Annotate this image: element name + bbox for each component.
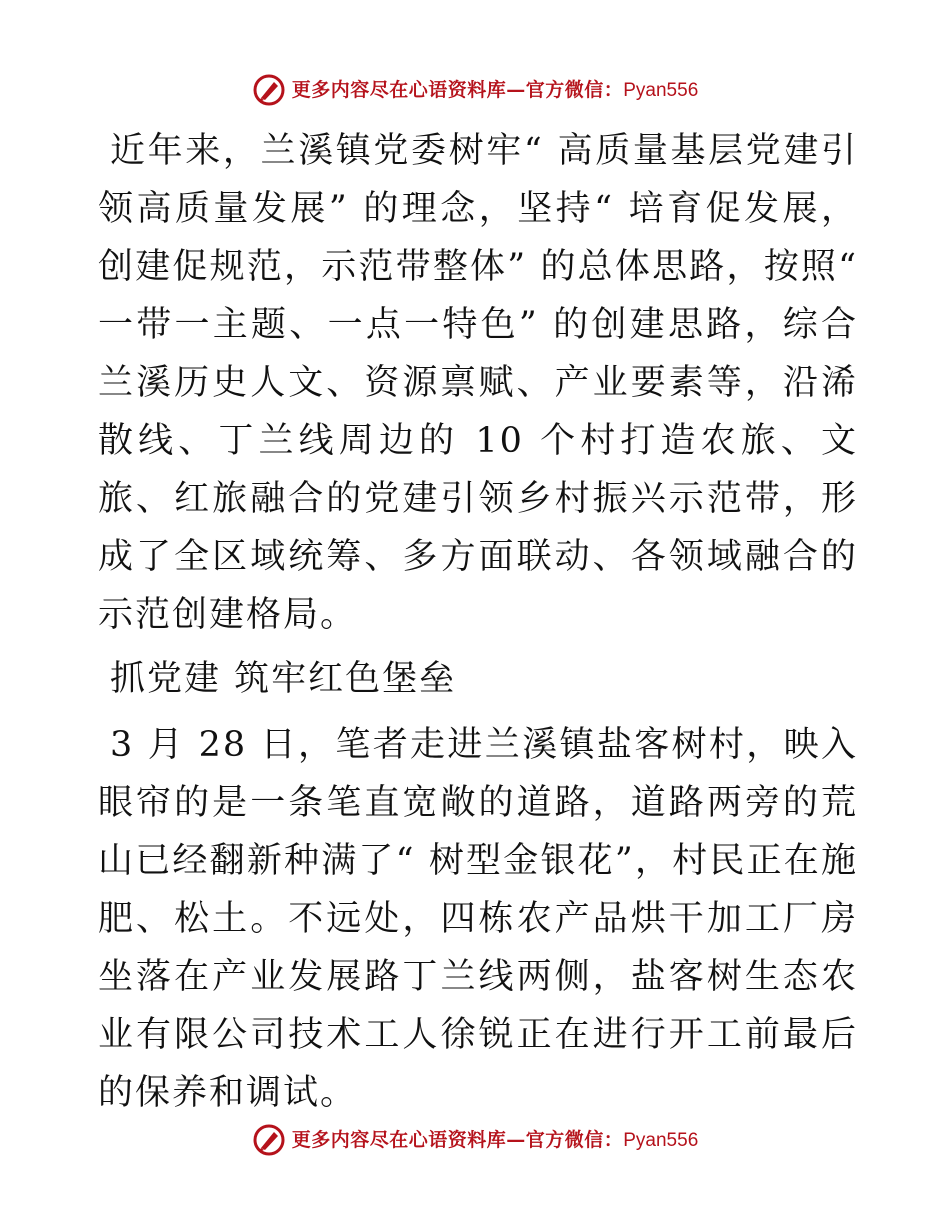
watermark-text (292, 70, 699, 111)
watermark-header (0, 70, 950, 110)
section-heading: 抓党建 筑牢红色堡垒 (110, 659, 457, 699)
watermark-text (292, 1120, 699, 1161)
watermark-footer (0, 1120, 950, 1160)
article-paragraph: 3 月 28 日，笔者走进兰溪镇盐客树村，映入眼帘的是一条笔直宽敞的道路，道路两旁的荒山已经翻新种满了“ 树型金银花”，村民正在施肥、松土。不远处，四栋农产品烘干加工厂房坐落在产业发展路丁兰线两侧，盐客树生态农业有限公司技术工人徐锐正在进行开工前最后的保养和调试。 (98, 725, 858, 1113)
watermark-wechat-id: Pyan556 (623, 1129, 699, 1151)
watermark-label: 更多内容尽在心语资料库—官方微信： (291, 78, 624, 101)
pen-logo-icon (252, 1123, 286, 1157)
article-paragraph: 近年来，兰溪镇党委树牢“ 高质量基层党建引领高质量发展” 的理念，坚持“ 培育促发展，创建促规范，示范带整体” 的总体思路，按照“ 一带一主题、一点一特色” 的创建思路，综合兰溪历史人文、资源禀赋、产业要素等，沿浠散线、丁兰线周边的 10 个村打造农旅、文旅、红旅融合的党建引领乡村振兴示范带，形成了全区域统筹、多方面联动、各领域融合的示范创建格局。 (98, 131, 858, 635)
pen-logo-icon (252, 73, 286, 107)
watermark-label: 更多内容尽在心语资料库—官方微信： (291, 1128, 624, 1151)
article-body (98, 122, 858, 1122)
watermark-wechat-id: Pyan556 (623, 79, 699, 101)
